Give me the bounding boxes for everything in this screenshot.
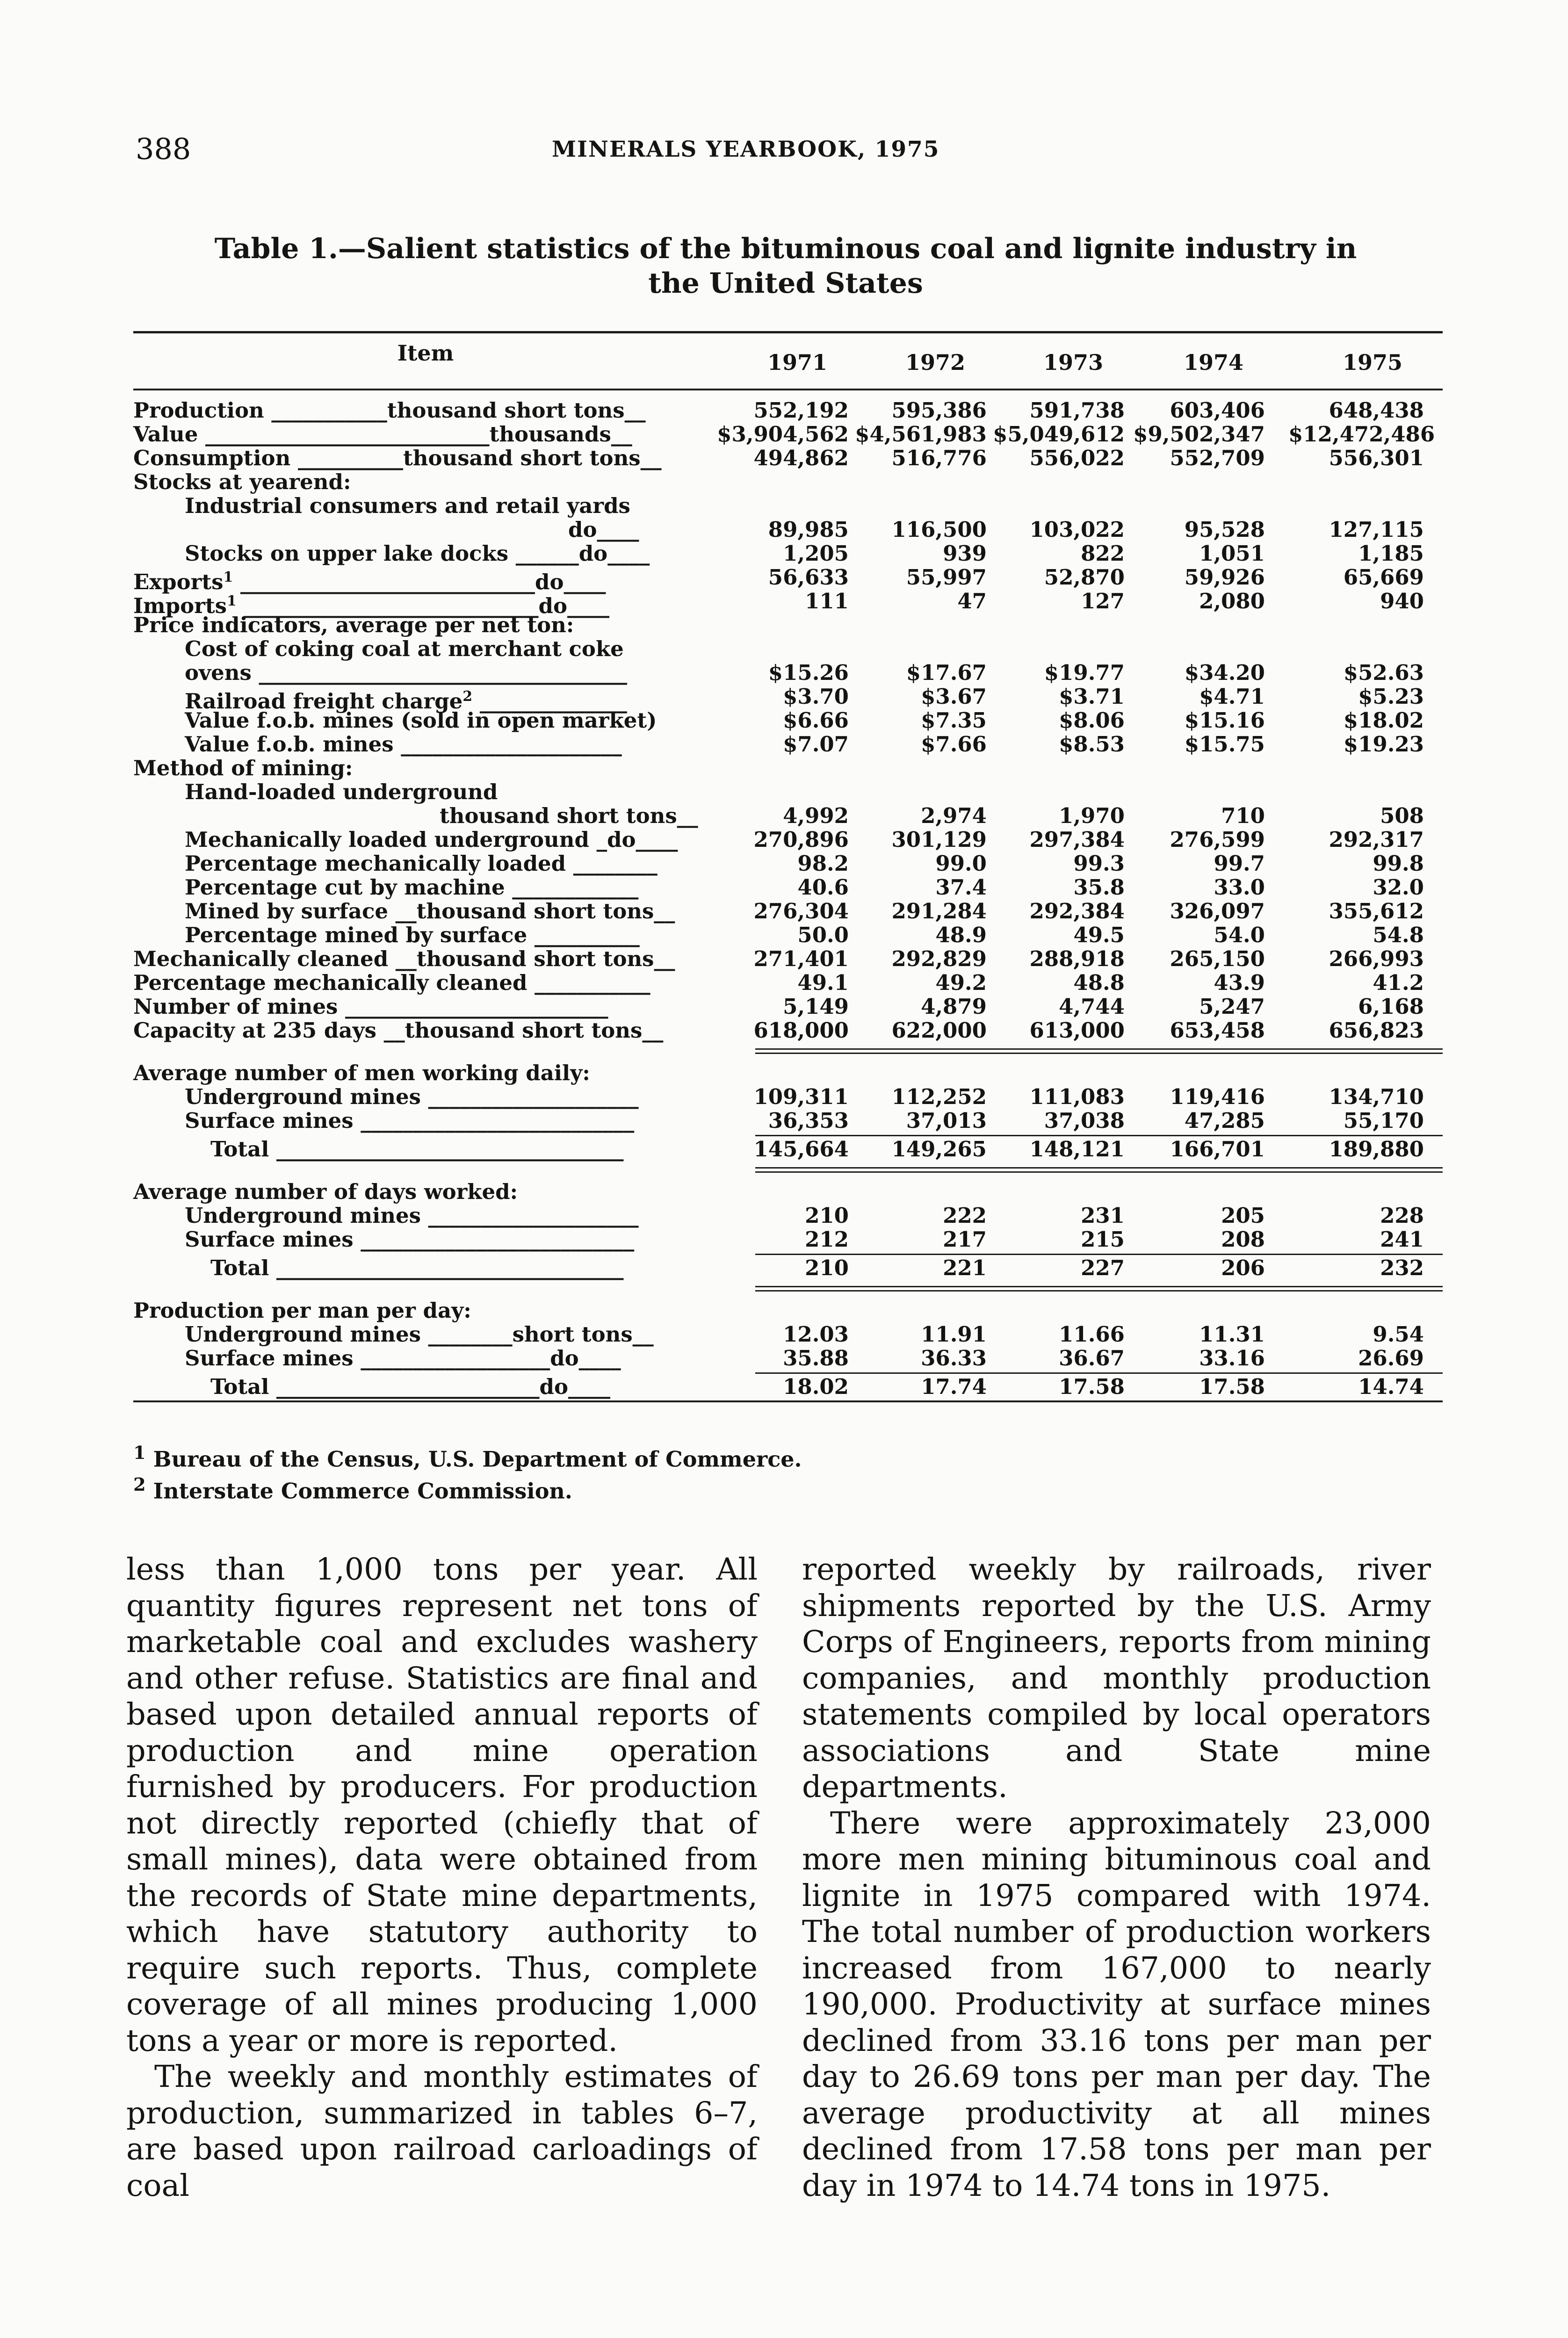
cell-1971: $7.07	[783, 732, 849, 757]
cell-1973: $8.06	[1059, 708, 1125, 733]
cell-1975: 940	[1380, 589, 1424, 613]
table-title	[187, 231, 1384, 301]
table-bottom-rule	[133, 1400, 1443, 1402]
cell-1974: $34.20	[1184, 660, 1265, 685]
table-row	[133, 1228, 1443, 1251]
cell-1974: 710	[1221, 803, 1265, 828]
cell-1974: 43.9	[1214, 970, 1265, 995]
cell-1975: 241	[1380, 1227, 1424, 1252]
cell-1973: 99.3	[1073, 851, 1125, 876]
table-row	[133, 733, 1443, 756]
cell-1971: $3,904,562	[717, 422, 849, 447]
cell-1974: $15.16	[1184, 708, 1265, 733]
row-label: Stocks at yearend:	[133, 469, 351, 494]
row-label: thousand short tons__	[440, 803, 698, 828]
cell-1974: 33.16	[1199, 1346, 1265, 1371]
table-row	[133, 1204, 1443, 1227]
cell-1971: 276,304	[753, 899, 849, 924]
cell-1973: $8.53	[1059, 732, 1125, 757]
cell-1974: 17.58	[1199, 1374, 1265, 1399]
cell-1972: 37,013	[906, 1108, 987, 1133]
cell-1975: 65,669	[1343, 565, 1424, 590]
cell-1975: 6,168	[1358, 994, 1424, 1019]
cell-1971: $15.26	[768, 660, 849, 685]
row-label: Cost of coking coal at merchant coke	[185, 636, 624, 661]
row-label: Percentage cut by machine ____________	[185, 875, 639, 900]
cell-1972: $3.67	[921, 684, 987, 709]
cell-1974: 119,416	[1170, 1084, 1265, 1109]
cell-1973: 297,384	[1029, 827, 1125, 852]
cell-1973: 127	[1081, 589, 1125, 613]
cell-1974: 653,458	[1170, 1018, 1265, 1043]
cell-1975: 14.74	[1358, 1374, 1424, 1399]
cell-1973: 111,083	[1029, 1084, 1125, 1109]
cell-1973: 49.5	[1073, 923, 1125, 947]
cell-1971: 18.02	[783, 1374, 849, 1399]
cell-1971: 111	[805, 589, 849, 613]
cell-1971: 98.2	[797, 851, 849, 876]
row-label: Surface mines __________________________	[185, 1227, 635, 1252]
cell-1973: $3.71	[1059, 684, 1125, 709]
row-label: Surface mines __________________do____	[185, 1346, 621, 1371]
table-row	[133, 1061, 1443, 1085]
cell-1971: 56,633	[768, 565, 849, 590]
row-label: Exports$^1$ ____________________________do____	[133, 569, 606, 594]
cell-1974: 11.31	[1199, 1322, 1265, 1347]
cell-1973: 215	[1081, 1227, 1125, 1252]
column-header-1975: 1975	[1342, 350, 1403, 375]
row-label: Production per man per day:	[133, 1298, 471, 1323]
cell-1974: 33.0	[1214, 875, 1265, 900]
cell-1971: 210	[805, 1256, 849, 1280]
cell-1971: 210	[805, 1203, 849, 1228]
row-label: Hand-loaded underground	[185, 779, 498, 804]
paragraph: The weekly and monthly estimates of production, summarized in tables 6–7, are based upon railroad carloadings of coal	[126, 2059, 758, 2203]
table-row	[133, 828, 1443, 851]
cell-1973: 52,870	[1044, 565, 1125, 590]
column-header-1972: 1972	[905, 350, 966, 375]
cell-1974: 206	[1221, 1256, 1265, 1280]
cell-1974: $15.75	[1184, 732, 1265, 757]
table-row	[133, 1299, 1443, 1322]
cell-1971: $3.70	[783, 684, 849, 709]
cell-1973: 231	[1081, 1203, 1125, 1228]
cell-1971: 212	[805, 1227, 849, 1252]
row-label: Underground mines ____________________	[185, 1203, 639, 1228]
cell-1972: 292,829	[891, 946, 987, 971]
cell-1975: 54.8	[1373, 923, 1424, 947]
double-rule	[755, 1286, 1443, 1292]
body-column-left	[126, 1551, 758, 2204]
cell-1971: 618,000	[753, 1018, 849, 1043]
cell-1973: 556,022	[1029, 446, 1125, 470]
cell-1974: $4.71	[1199, 684, 1265, 709]
cell-1973: $19.77	[1044, 660, 1125, 685]
row-label: Railroad freight charge$^2$ ______________	[185, 688, 627, 714]
cell-1971: 5,149	[783, 994, 849, 1019]
cell-1974: 326,097	[1170, 899, 1265, 924]
table-row	[133, 1085, 1443, 1109]
row-label: Value f.o.b. mines _____________________	[185, 732, 622, 757]
cell-1975: 355,612	[1329, 899, 1424, 924]
table-row	[133, 1138, 1443, 1161]
page-number: 388	[136, 132, 191, 166]
cell-1971: $6.66	[783, 708, 849, 733]
cell-1972: 112,252	[891, 1084, 987, 1109]
table-row	[133, 1109, 1443, 1133]
cell-1975: 55,170	[1343, 1108, 1424, 1133]
cell-1974: 47,285	[1184, 1108, 1265, 1133]
cell-1972: 595,386	[891, 398, 987, 423]
cell-1975: 656,823	[1329, 1018, 1424, 1043]
table-row	[133, 589, 1443, 618]
table-row	[133, 876, 1443, 899]
cell-1973: 1,970	[1059, 803, 1125, 828]
cell-1975: $12,472,486	[1288, 422, 1435, 447]
table-row	[133, 947, 1443, 971]
table-row	[133, 924, 1443, 947]
cell-1972: 48.9	[935, 923, 987, 947]
cell-1975: 41.2	[1373, 970, 1424, 995]
cell-1971: 89,985	[768, 517, 849, 542]
cell-1971: 109,311	[753, 1084, 849, 1109]
row-label: Underground mines ________short tons__	[185, 1322, 654, 1347]
cell-1974: 95,528	[1184, 517, 1265, 542]
row-label: Method of mining:	[133, 756, 353, 780]
cell-1973: 11.66	[1059, 1322, 1125, 1347]
cell-1974: 5,247	[1199, 994, 1265, 1019]
table-row	[133, 757, 1443, 780]
table-row	[133, 1323, 1443, 1346]
cell-1972: 36.33	[921, 1346, 987, 1371]
cell-1973: 591,738	[1029, 398, 1125, 423]
row-label: Percentage mechanically cleaned ___________	[133, 970, 650, 995]
row-label: Imports$^1$ ____________________________do____	[133, 593, 610, 618]
row-label: do____	[568, 517, 639, 542]
cell-1972: 116,500	[891, 517, 987, 542]
table-row	[133, 1180, 1443, 1204]
cell-1975: $19.23	[1343, 732, 1424, 757]
cell-1971: 49.1	[797, 970, 849, 995]
cell-1971: 12.03	[783, 1322, 849, 1347]
table-row	[133, 661, 1443, 685]
table-row	[133, 613, 1443, 637]
cell-1972: 4,879	[921, 994, 987, 1019]
cell-1972: 222	[943, 1203, 987, 1228]
cell-1971: 40.6	[797, 875, 849, 900]
cell-1975: 228	[1380, 1203, 1424, 1228]
double-rule	[755, 1167, 1443, 1173]
cell-1972: 622,000	[891, 1018, 987, 1043]
cell-1973: 103,022	[1029, 517, 1125, 542]
double-rule	[755, 1048, 1443, 1054]
row-label: Production ___________thousand short tons__	[133, 398, 646, 423]
table-row	[133, 447, 1443, 470]
cell-1972: $7.66	[921, 732, 987, 757]
row-label: Mechanically cleaned __thousand short tons__	[133, 946, 675, 971]
cell-1972: 939	[943, 541, 987, 566]
cell-1975: 232	[1380, 1256, 1424, 1280]
row-label: Capacity at 235 days __thousand short tons__	[133, 1018, 664, 1043]
paragraph: less than 1,000 tons per year. All quantity figures represent net tons of marketable coal and excludes washery and other refuse. Statistics are final and based upon detailed annual reports of production and mine operation furnished by producers. For production not directly reported (chiefly that of small mines), data were obtained from the records of State mine departments, which have statutory authority to require such reports. Thus, complete coverage of all mines producing 1,000 tons a year or more is reported.	[126, 1552, 758, 2058]
row-label: Total _________________________________	[210, 1137, 624, 1162]
column-header-item: Item	[397, 340, 454, 366]
cell-1975: 189,880	[1329, 1137, 1424, 1162]
cell-1971: 270,896	[753, 827, 849, 852]
total-rule	[755, 1254, 1443, 1255]
total-rule	[755, 1135, 1443, 1136]
cell-1974: $9,502,347	[1133, 422, 1265, 447]
cell-1973: 148,121	[1029, 1137, 1125, 1162]
column-header-1974: 1974	[1183, 350, 1244, 375]
table-row	[133, 1375, 1443, 1399]
cell-1973: 35.8	[1073, 875, 1125, 900]
row-label: Total _________________________________	[210, 1256, 624, 1280]
cell-1975: 99.8	[1373, 851, 1424, 876]
cell-1975: $5.23	[1358, 684, 1424, 709]
paragraph: There were approximately 23,000 more men mining bituminous coal and lignite in 1975 compared with 1974. The total number of production workers increased from 167,000 to nearly 190,000. Productivity at surface mines declined from 33.16 tons per man per day to 26.69 tons per man per day. The average productivity at all mines declined from 17.58 tons per man per day in 1974 to 14.74 tons in 1975.	[802, 1805, 1431, 2203]
table-row	[133, 804, 1443, 828]
cell-1974: 208	[1221, 1227, 1265, 1252]
cell-1972: 149,265	[891, 1137, 987, 1162]
cell-1972: 47	[957, 589, 987, 613]
row-label: Number of mines _________________________	[133, 994, 608, 1019]
cell-1973: 288,918	[1029, 946, 1125, 971]
cell-1973: 48.8	[1073, 970, 1125, 995]
cell-1974: 276,599	[1170, 827, 1265, 852]
table-row	[133, 684, 1443, 714]
cell-1971: 4,992	[783, 803, 849, 828]
cell-1972: $4,561,983	[855, 422, 987, 447]
cell-1973: 822	[1081, 541, 1125, 566]
row-label: Value ___________________________thousands__	[133, 422, 632, 447]
cell-1975: 9.54	[1373, 1322, 1424, 1347]
cell-1972: 11.91	[921, 1322, 987, 1347]
cell-1974: 1,051	[1199, 541, 1265, 566]
cell-1975: $52.63	[1343, 660, 1424, 685]
row-label: Average number of men working daily:	[133, 1061, 590, 1085]
table-row	[133, 900, 1443, 923]
cell-1972: 301,129	[891, 827, 987, 852]
column-header-1973: 1973	[1043, 350, 1104, 375]
cell-1973: 227	[1081, 1256, 1125, 1280]
row-label: Mechanically loaded underground _do____	[185, 827, 678, 852]
table-title-line-2: the United States	[648, 267, 923, 300]
table-row	[133, 1347, 1443, 1370]
cell-1975: 32.0	[1373, 875, 1424, 900]
table-row	[133, 995, 1443, 1018]
cell-1975: 266,993	[1329, 946, 1424, 971]
cell-1975: 134,710	[1329, 1084, 1424, 1109]
table-row	[133, 399, 1443, 422]
cell-1975: 648,438	[1329, 398, 1424, 423]
cell-1974: 603,406	[1170, 398, 1265, 423]
cell-1973: 4,744	[1059, 994, 1125, 1019]
row-label: Total _________________________do____	[210, 1374, 611, 1399]
cell-1972: 291,284	[891, 899, 987, 924]
cell-1972: 37.4	[935, 875, 987, 900]
table-row	[133, 565, 1443, 594]
cell-1971: 1,205	[783, 541, 849, 566]
cell-1975: 292,317	[1329, 827, 1424, 852]
cell-1972: 99.0	[935, 851, 987, 876]
table-row	[133, 1256, 1443, 1280]
table-row	[133, 852, 1443, 875]
cell-1973: $5,049,612	[993, 422, 1125, 447]
cell-1972: 516,776	[891, 446, 987, 470]
cell-1972: 2,974	[921, 803, 987, 828]
row-label: Underground mines ____________________	[185, 1084, 639, 1109]
cell-1973: 17.58	[1059, 1374, 1125, 1399]
table-row	[133, 423, 1443, 446]
cell-1974: 59,926	[1184, 565, 1265, 590]
table-row	[133, 709, 1443, 732]
cell-1974: 2,080	[1199, 589, 1265, 613]
cell-1975: 127,115	[1329, 517, 1424, 542]
cell-1972: 221	[943, 1256, 987, 1280]
cell-1971: 271,401	[753, 946, 849, 971]
cell-1972: 217	[943, 1227, 987, 1252]
table-row	[133, 780, 1443, 804]
row-label: Surface mines __________________________	[185, 1108, 635, 1133]
column-header-1971: 1971	[767, 350, 828, 375]
row-label: Industrial consumers and retail yards	[185, 493, 630, 518]
total-rule	[755, 1372, 1443, 1374]
row-label: Percentage mined by surface __________	[185, 923, 640, 947]
cell-1972: $7.35	[921, 708, 987, 733]
cell-1974: 99.7	[1214, 851, 1265, 876]
row-label: Consumption __________thousand short tons__	[133, 446, 662, 470]
table-row	[133, 637, 1443, 661]
footnote-2: $^2$ Interstate Commerce Commission.	[133, 1474, 572, 1504]
cell-1972: 17.74	[921, 1374, 987, 1399]
cell-1974: 54.0	[1214, 923, 1265, 947]
cell-1973: 292,384	[1029, 899, 1125, 924]
cell-1973: 613,000	[1029, 1018, 1125, 1043]
table-row	[133, 494, 1443, 518]
row-label: ovens ___________________________________	[185, 660, 628, 685]
cell-1975: 508	[1380, 803, 1424, 828]
table-row	[133, 542, 1443, 565]
cell-1974: 166,701	[1170, 1137, 1265, 1162]
cell-1971: 145,664	[753, 1137, 849, 1162]
table-title-line-1: Table 1.—Salient statistics of the bituminous coal and lignite industry in	[214, 232, 1357, 265]
footnote-1: $^1$ Bureau of the Census, U.S. Department of Commerce.	[133, 1443, 802, 1472]
table-row	[133, 1019, 1443, 1042]
cell-1971: 552,192	[753, 398, 849, 423]
table-row	[133, 971, 1443, 995]
cell-1972: $17.67	[906, 660, 987, 685]
paragraph: reported weekly by railroads, river shipments reported by the U.S. Army Corps of Engineers, reports from mining companies, and monthly production statements compiled by local operators associations and State mine departments.	[802, 1552, 1431, 1804]
row-label: Average number of days worked:	[133, 1179, 518, 1204]
cell-1972: 49.2	[935, 970, 987, 995]
cell-1973: 36.67	[1059, 1346, 1125, 1371]
row-label: Stocks on upper lake docks ______do____	[185, 541, 650, 566]
cell-1975: 556,301	[1329, 446, 1424, 470]
body-column-right	[802, 1551, 1431, 2204]
cell-1974: 552,709	[1170, 446, 1265, 470]
cell-1975: $18.02	[1343, 708, 1424, 733]
table-row	[133, 518, 1443, 541]
cell-1971: 36,353	[768, 1108, 849, 1133]
footnotes	[133, 1440, 1396, 1504]
cell-1971: 50.0	[797, 923, 849, 947]
cell-1971: 35.88	[783, 1346, 849, 1371]
cell-1973: 37,038	[1044, 1108, 1125, 1133]
running-head: MINERALS YEARBOOK, 1975	[552, 137, 940, 162]
row-label: Price indicators, average per net ton:	[133, 613, 574, 637]
row-label: Value f.o.b. mines (sold in open market)	[185, 708, 657, 733]
cell-1974: 265,150	[1170, 946, 1265, 971]
cell-1972: 55,997	[906, 565, 987, 590]
cell-1975: 26.69	[1358, 1346, 1424, 1371]
row-label: Mined by surface __thousand short tons__	[185, 899, 675, 924]
cell-1974: 205	[1221, 1203, 1265, 1228]
cell-1975: 1,185	[1358, 541, 1424, 566]
cell-1971: 494,862	[753, 446, 849, 470]
row-label: Percentage mechanically loaded ________	[185, 851, 658, 876]
table-row	[133, 470, 1443, 494]
